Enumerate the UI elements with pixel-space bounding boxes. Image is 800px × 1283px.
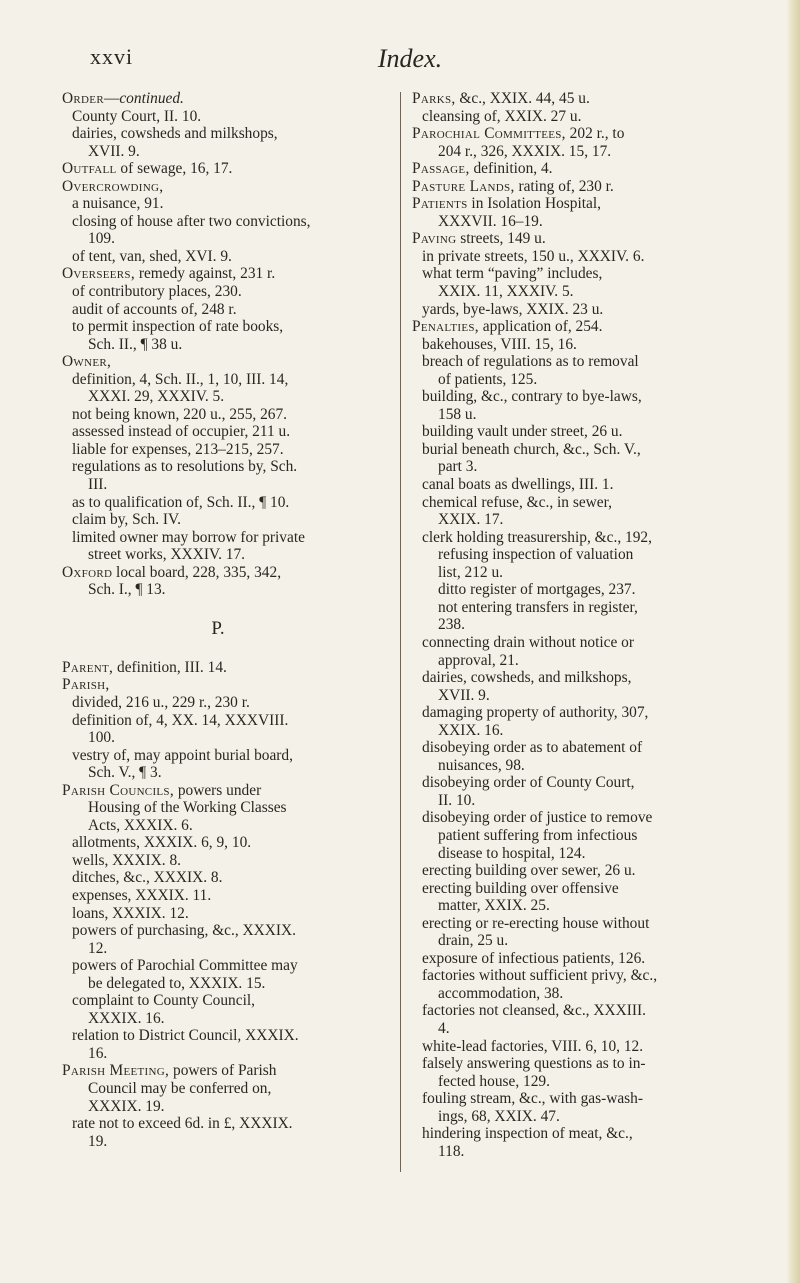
- index-subentry: damaging property of authority, 307,: [422, 704, 649, 722]
- index-entry-continuation: not entering transfers in register,: [438, 598, 638, 616]
- index-entry-text: &c., XXIX. 44, 45 u.: [455, 90, 590, 107]
- column-divider: [400, 92, 401, 1172]
- index-heading-term: Pasture Lands,: [412, 177, 515, 195]
- index-entry-continuation: Sch. V., ¶ 3.: [88, 764, 162, 782]
- index-entry-continuation: XXXI. 29, XXXIV. 5.: [88, 388, 225, 406]
- index-subentry: erecting or re-erecting house without: [422, 914, 650, 932]
- index-heading-entry: [62, 659, 374, 677]
- index-heading-term: Order: [62, 90, 104, 107]
- index-subentry: wells, XXXIX. 8.: [72, 851, 182, 869]
- index-entry-text: local board, 228, 335, 342,: [112, 563, 282, 581]
- index-entry-continuation: XXXVII. 16–19.: [438, 212, 543, 230]
- index-heading-entry: [62, 782, 374, 800]
- index-entry-continuation: accommodation, 38.: [438, 984, 564, 1002]
- index-subentry: expenses, XXXIX. 11.: [72, 886, 212, 904]
- index-entry-continuation: ditto register of mortgages, 237.: [438, 581, 636, 599]
- index-entry-text: definition, III. 14.: [113, 658, 227, 676]
- index-subentry: County Court, II. 10.: [72, 107, 202, 125]
- index-entry-text: rating of, 230 r.: [514, 177, 614, 195]
- index-subentry: as to qualification of, Sch. II., ¶ 10.: [72, 493, 290, 511]
- index-heading-entry: [412, 160, 724, 178]
- index-heading-term: Patients: [412, 195, 468, 213]
- index-subentry: closing of house after two convictions,: [72, 212, 311, 230]
- index-subentry: canal boats as dwellings, III. 1.: [422, 476, 614, 494]
- index-entry-continuation: be delegated to, XXXIX. 15.: [88, 974, 266, 992]
- index-heading-term: Passage,: [412, 160, 470, 178]
- index-subentry: dairies, cowsheds and milkshops,: [72, 125, 278, 143]
- index-heading-term: Parish Councils,: [62, 781, 174, 799]
- index-subentry: erecting building over sewer, 26 u.: [422, 862, 636, 880]
- index-entry-continuation: 19.: [88, 1132, 108, 1150]
- index-subentry: exposure of infectious patients, 126.: [422, 949, 646, 967]
- index-entry-continuation: Sch. I., ¶ 13.: [88, 581, 166, 599]
- index-heading-term: Parish Meeting,: [62, 1062, 170, 1080]
- index-entry-continuation: XXIX. 11, XXXIV. 5.: [438, 283, 574, 301]
- index-entry-continuation: XXIX. 17.: [438, 511, 504, 529]
- index-subentry: definition of, 4, XX. 14, XXXVIII.: [72, 711, 289, 729]
- index-heading-term: Parks,: [412, 90, 456, 107]
- index-entry-text: in Isolation Hospital,: [467, 195, 601, 213]
- index-entry-text: 202 r., to: [565, 125, 625, 143]
- index-subentry: to permit inspection of rate books,: [72, 318, 284, 336]
- index-subentry: hindering inspection of meat, &c.,: [422, 1125, 633, 1143]
- index-subentry: of contributory places, 230.: [72, 283, 242, 301]
- index-entry-continuation: 12.: [88, 939, 108, 957]
- index-entry-continuation: matter, XXIX. 25.: [438, 897, 550, 915]
- index-entry-continuation: nuisances, 98.: [438, 756, 525, 774]
- index-entry-continuation: XVII. 9.: [88, 142, 140, 160]
- index-subentry: in private streets, 150 u., XXXIV. 6.: [422, 247, 645, 265]
- index-subentry: a nuisance, 91.: [72, 195, 164, 213]
- index-entry-continuation: 118.: [438, 1142, 465, 1160]
- index-subentry: not being known, 220 u., 255, 267.: [72, 405, 288, 423]
- index-subentry: bakehouses, VIII. 15, 16.: [422, 335, 577, 353]
- index-subentry: divided, 216 u., 229 r., 230 r.: [72, 693, 250, 711]
- index-entry-continuation: III.: [88, 476, 108, 494]
- index-heading-term: Oxford: [62, 563, 113, 581]
- index-subentry: dairies, cowsheds, and milkshops,: [422, 669, 632, 687]
- index-entry-text: streets, 149 u.: [456, 230, 546, 248]
- index-heading-entry: [62, 353, 374, 371]
- index-entry-continuation: 100.: [88, 729, 115, 747]
- index-entry-continuation: patient suffering from infectious: [438, 826, 638, 844]
- index-entry-text: powers of Parish: [169, 1062, 277, 1080]
- index-heading-entry: [62, 676, 374, 694]
- index-subentry: factories not cleansed, &c., XXXIII.: [422, 1002, 646, 1020]
- index-heading-entry: [412, 195, 724, 213]
- index-entry-continuation: drain, 25 u.: [438, 932, 509, 950]
- index-subentry: powers of purchasing, &c., XXXIX.: [72, 922, 296, 940]
- index-entry-text: remedy against, 231 r.: [134, 265, 276, 283]
- index-subentry: factories without sufficient privy, &c.,: [422, 967, 658, 985]
- index-entry-continuation: disease to hospital, 124.: [438, 844, 586, 862]
- index-entry-continuation: refusing inspection of valuation: [438, 546, 634, 564]
- index-entry-continuation: approval, 21.: [438, 651, 519, 669]
- index-entry-continuation: Council may be conferred on,: [88, 1079, 272, 1097]
- index-heading-entry: [62, 90, 374, 108]
- index-heading-term: Paving: [412, 230, 457, 248]
- continued-note: continued.: [119, 90, 184, 107]
- index-subentry: disobeying order of County Court,: [422, 774, 635, 792]
- index-subentry: burial beneath church, &c., Sch. V.,: [422, 440, 641, 458]
- index-column-left: [62, 90, 374, 1150]
- index-subentry: building, &c., contrary to bye-laws,: [422, 388, 642, 406]
- index-subentry: vestry of, may appoint burial board,: [72, 746, 293, 764]
- page-header: [90, 44, 730, 78]
- index-entry-text: application of, 254.: [478, 318, 603, 336]
- index-entry-continuation: XVII. 9.: [438, 686, 490, 704]
- index-subentry: cleansing of, XXIX. 27 u.: [422, 107, 582, 125]
- index-entry-continuation: 158 u.: [438, 405, 477, 423]
- index-subentry: white-lead factories, VIII. 6, 10, 12.: [422, 1037, 644, 1055]
- index-subentry: allotments, XXXIX. 6, 9, 10.: [72, 834, 252, 852]
- index-entry-continuation: XXXIX. 19.: [88, 1097, 165, 1115]
- index-subentry: ditches, &c., XXXIX. 8.: [72, 869, 223, 887]
- index-heading-entry: [412, 90, 724, 108]
- section-letter-heading: P.: [211, 617, 225, 639]
- index-subentry: breach of regulations as to removal: [422, 353, 639, 371]
- index-subentry: building vault under street, 26 u.: [422, 423, 623, 441]
- index-heading-term: Overcrowding,: [62, 177, 164, 195]
- index-entry-text: of sewage, 16, 17.: [116, 160, 233, 178]
- index-subentry: of tent, van, shed, XVI. 9.: [72, 247, 232, 265]
- index-subentry: erecting building over offensive: [422, 879, 619, 897]
- index-subentry: claim by, Sch. IV.: [72, 511, 182, 529]
- index-heading-entry: [62, 160, 374, 178]
- index-subentry: disobeying order as to abatement of: [422, 739, 643, 757]
- index-entry-continuation: II. 10.: [438, 791, 476, 809]
- index-subentry: powers of Parochial Committee may: [72, 957, 298, 975]
- index-entry-continuation: 16.: [88, 1044, 108, 1062]
- index-subentry: assessed instead of occupier, 211 u.: [72, 423, 291, 441]
- index-entry-continuation: Housing of the Working Classes: [88, 799, 287, 817]
- index-subentry: chemical refuse, &c., in sewer,: [422, 493, 612, 511]
- index-heading-entry: [412, 318, 724, 336]
- index-subentry: rate not to exceed 6d. in £, XXXIX.: [72, 1115, 293, 1133]
- index-subentry: what term “paving” includes,: [422, 265, 603, 283]
- index-subentry: disobeying order of justice to remove: [422, 809, 653, 827]
- index-subentry: connecting drain without notice or: [422, 633, 634, 651]
- index-subentry: clerk holding treasurership, &c., 192,: [422, 528, 652, 546]
- index-subentry: yards, bye-laws, XXIX. 23 u.: [422, 300, 604, 318]
- index-entry-continuation: street works, XXXIV. 17.: [88, 546, 246, 564]
- index-subentry: regulations as to resolutions by, Sch.: [72, 458, 298, 476]
- index-heading-term: Owner,: [62, 353, 112, 371]
- index-subentry: audit of accounts of, 248 r.: [72, 300, 237, 318]
- index-heading-entry: [412, 230, 724, 248]
- index-heading-entry: [62, 564, 374, 582]
- index-heading-entry: [62, 178, 374, 196]
- index-entry-text: definition, 4.: [469, 160, 553, 178]
- index-entry-text: —: [103, 90, 120, 107]
- index-entry-continuation: 204 r., 326, XXXIX. 15, 17.: [438, 142, 612, 160]
- index-heading-entry: [62, 1062, 374, 1080]
- index-entry-continuation: 109.: [88, 230, 115, 248]
- index-subentry: complaint to County Council,: [72, 992, 255, 1010]
- index-heading-entry: [412, 178, 724, 196]
- index-subentry: relation to District Council, XXXIX.: [72, 1027, 299, 1045]
- index-heading-term: Penalties,: [412, 318, 479, 336]
- index-subentry: fouling stream, &c., with gas-wash-: [422, 1090, 643, 1108]
- index-column-right: [412, 90, 724, 1160]
- index-heading-entry: [62, 265, 374, 283]
- index-entry-continuation: of patients, 125.: [438, 370, 538, 388]
- page-edge-shadow: [786, 0, 800, 1283]
- index-entry-continuation: XXXIX. 16.: [88, 1009, 165, 1027]
- index-heading-term: Overseers,: [62, 265, 135, 283]
- index-heading-term: Parish,: [62, 676, 110, 694]
- index-entry-continuation: fected house, 129.: [438, 1072, 550, 1090]
- index-subentry: loans, XXXIX. 12.: [72, 904, 189, 922]
- page-number: xxvi: [90, 44, 134, 69]
- index-subentry: falsely answering questions as to in-: [422, 1055, 646, 1073]
- index-entry-continuation: ings, 68, XXIX. 47.: [438, 1107, 560, 1125]
- index-subentry: liable for expenses, 213–215, 257.: [72, 440, 284, 458]
- index-entry-continuation: 4.: [438, 1019, 450, 1037]
- index-subentry: definition, 4, Sch. II., 1, 10, III. 14,: [72, 370, 289, 388]
- index-entry-continuation: list, 212 u.: [438, 563, 503, 581]
- index-entry-continuation: Sch. II., ¶ 38 u.: [88, 335, 183, 353]
- index-entry-continuation: XXIX. 16.: [438, 721, 504, 739]
- index-subentry: limited owner may borrow for private: [72, 528, 305, 546]
- index-heading-term: Outfall: [62, 160, 117, 178]
- index-heading-term: Parochial Committees,: [412, 125, 566, 143]
- index-entry-continuation: 238.: [438, 616, 465, 634]
- index-heading-entry: [412, 125, 724, 143]
- running-title: Index.: [377, 44, 443, 73]
- index-entry-continuation: part 3.: [438, 458, 478, 476]
- index-entry-continuation: Acts, XXXIX. 6.: [88, 816, 193, 834]
- index-heading-term: Parent,: [62, 658, 114, 676]
- index-entry-text: powers under: [174, 781, 262, 799]
